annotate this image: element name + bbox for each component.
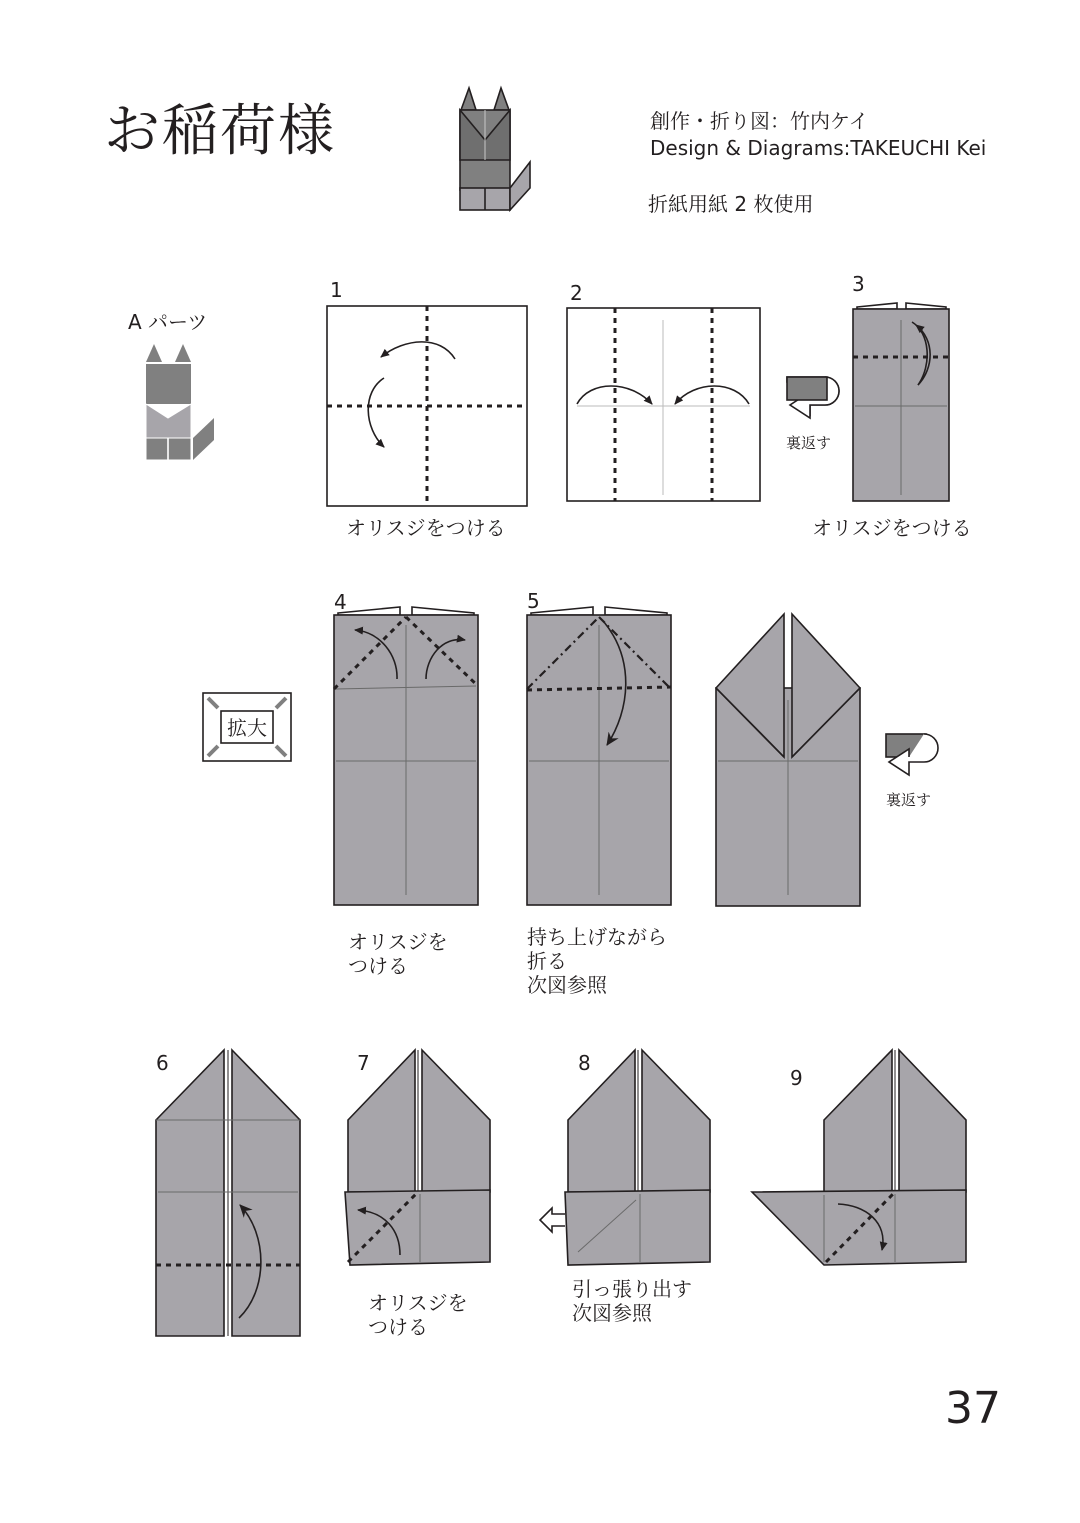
step-5b-diagram [716,614,860,906]
step-7-diagram [345,1050,490,1265]
caption-line: オリスジを [348,930,448,954]
step-3-diagram [853,303,949,501]
caption-line: 次図参照 [572,1301,652,1325]
turn-over-symbol-2 [886,734,938,775]
caption-line: 次図参照 [527,973,607,997]
turn-over-symbol-1 [787,377,839,418]
caption-line: 引っ張り出す [572,1277,692,1301]
enlarge-symbol [203,693,291,761]
caption-line: つける [368,1315,428,1339]
step-2-number: 2 [570,281,583,305]
caption-line: 持ち上げながら [527,925,667,949]
step-8-diagram [540,1050,710,1265]
turn-over-label-1: 裏返す [786,434,832,452]
turn-over-label-2: 裏返す [886,791,932,809]
step-4-number: 4 [334,590,347,614]
caption-line: 折る [527,949,567,973]
step-1-number: 1 [330,278,343,302]
step-2-diagram [567,308,760,501]
page-number: 37 [945,1383,1001,1434]
step-5-diagram [527,607,671,905]
model-preview [460,88,530,210]
step-9-diagram [752,1050,966,1265]
step-8-number: 8 [578,1051,591,1075]
step-6-diagram [156,1050,300,1336]
credit-en: Design & Diagrams:TAKEUCHI Kei [650,136,987,160]
page-title: お稲荷様 [104,99,336,164]
step-9-number: 9 [790,1066,803,1090]
enlarge-label: 拡大 [227,716,267,740]
caption-line: オリスジをつける [346,516,506,540]
step-5-number: 5 [527,589,540,613]
step-6-number: 6 [156,1051,169,1075]
step-1-diagram [327,306,527,506]
step-7-number: 7 [357,1051,370,1075]
caption-line: つける [348,954,408,978]
caption-line: オリスジをつける [812,516,972,540]
part-a-icon [146,344,214,460]
credit-jp: 創作・折り図：竹内ケイ [650,109,869,133]
part-label: A パーツ [128,310,208,334]
step-4-diagram [334,607,478,905]
paper-note: 折紙用紙 2 枚使用 [648,192,814,216]
step-3-number: 3 [852,272,865,296]
caption-line: オリスジを [368,1291,468,1315]
